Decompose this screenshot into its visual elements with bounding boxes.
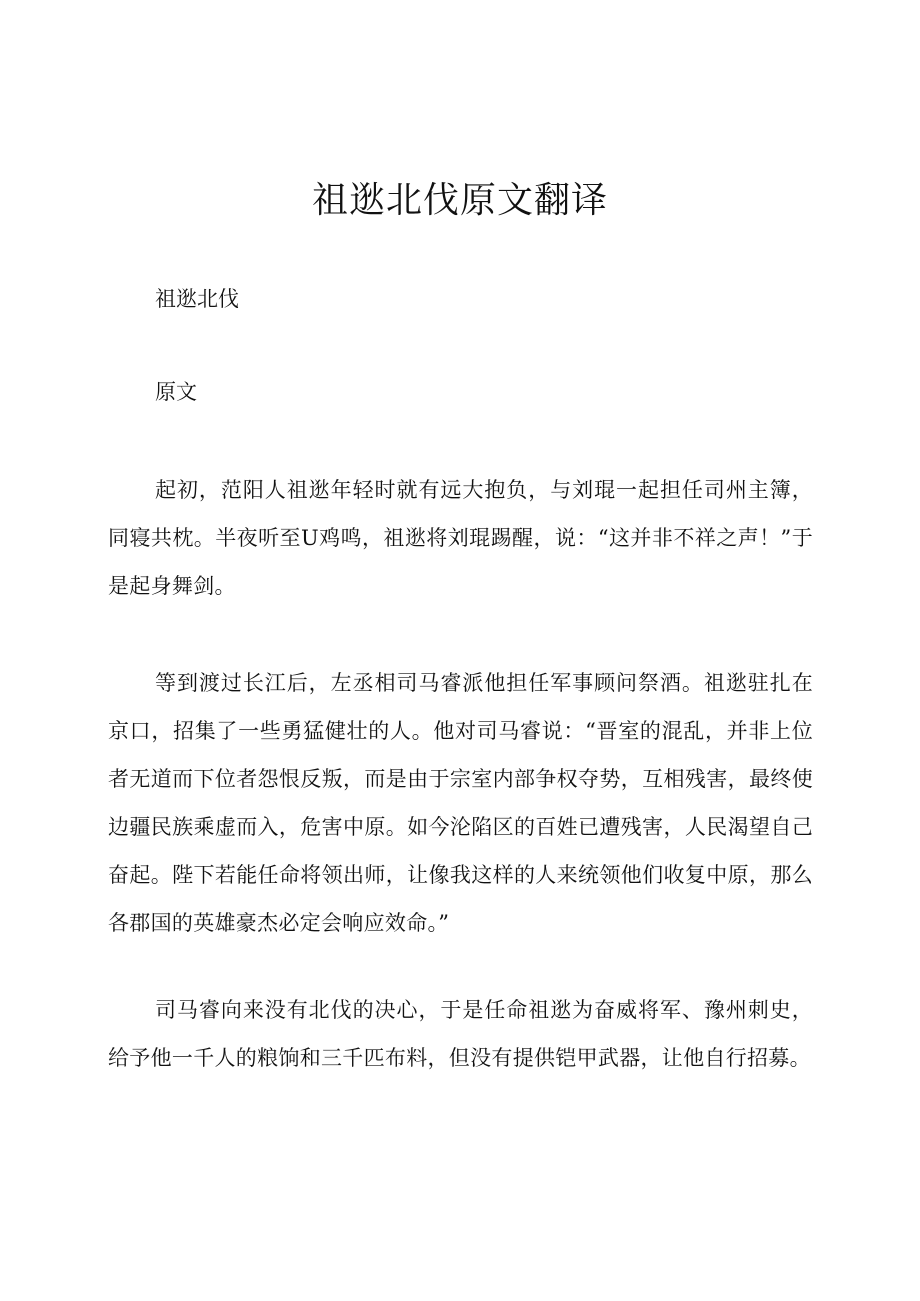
- paragraph-2: 等到渡过长江后，左丞相司马睿派他担任军事顾问祭酒。祖逖驻扎在京口，招集了一些勇猛健壮的人。他对司马睿说：“晋室的混乱，并非上位者无道而下位者怨恨反叛，而是由于宗室内部争权夺势，互相残害，最终使边疆民族乘虚而入，危害中原。如今沦陷区的百姓已遭残害，人民渴望自己奋起。陛下若能任命将领出师，让像我这样的人来统领他们收复中原，那么各郡国的英雄豪杰必定会响应效命。”: [108, 671, 813, 935]
- paragraph-1: 起初，范阳人祖逖年轻时就有远大抱负，与刘琨一起担任司州主簿，同寝共枕。半夜听至U鸡鸣，祖逖将刘琨踢醒，说：“这并非不祥之声！”于是起身舞剑。: [108, 478, 813, 598]
- subsection-heading: 原文: [155, 380, 197, 404]
- section-heading: 祖逖北伐: [155, 287, 239, 311]
- paragraph-3: 司马睿向来没有北伐的决心，于是任命祖逖为奋威将军、豫州刺史，给予他一千人的粮饷和三千匹布料，但没有提供铠甲武器，让他自行招募。: [108, 998, 813, 1070]
- document-title: 祖逖北伐原文翻译: [311, 180, 608, 221]
